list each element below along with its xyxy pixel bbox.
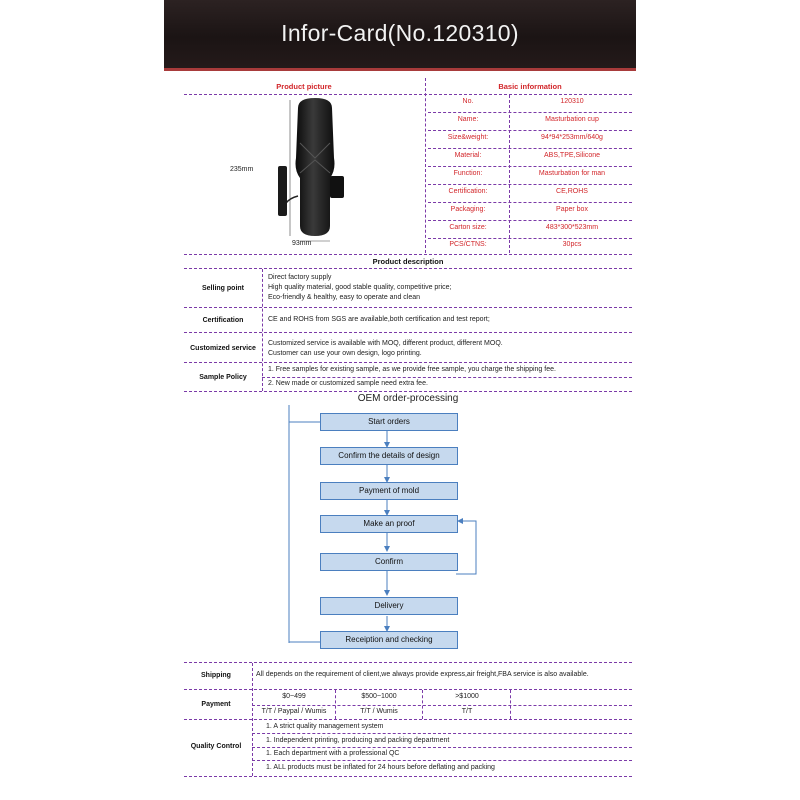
divider [428,112,632,113]
divider [252,705,632,706]
sample-policy-line: 2. New made or customized sample need extra fee. [268,380,428,387]
text-line: High quality material, good stable quality, competitive price; [268,284,452,291]
height-dimension-label: 235mm [230,166,254,173]
info-label: Name: [457,116,479,123]
quality-line: 1. Independent printing, producing and packing department [266,737,450,744]
shipping-label: Shipping [201,672,231,679]
shipping-text: All depends on the requirement of client,we always provide express,air freight,FBA service is also available. [256,671,589,678]
customized-service-text [268,339,503,359]
payment-range: $500~1000 [361,693,397,700]
divider [428,130,632,131]
divider [184,254,632,255]
divider [428,220,632,221]
quality-line: 1. A strict quality management system [266,723,384,730]
product-description-heading: Product description [372,257,444,266]
basic-information-heading: Basic information [498,82,562,91]
quality-line: 1. Each department with a professional QC [266,750,400,757]
divider [509,95,510,253]
info-label: Packaging: [450,206,486,213]
divider [184,391,632,392]
certification-text: CE and ROHS from SGS are available,both certification and test report; [268,316,490,323]
divider [252,760,632,761]
divider [335,690,336,719]
divider [262,269,263,391]
info-value: 120310 [560,98,584,105]
info-label: Material: [454,152,482,159]
flow-step-confirm-design: Confirm the details of design [320,447,458,465]
product-picture [230,98,420,253]
selling-point-text [268,273,452,303]
page-title: Infor-Card(No.120310) [281,20,519,46]
info-value: ABS,TPE,Silicone [543,152,601,159]
info-label: Carton size: [449,224,487,231]
sample-policy-label: Sample Policy [199,374,247,381]
divider [252,747,632,748]
divider [510,690,511,719]
info-label: Size&weight: [447,134,489,141]
divider [184,362,632,363]
text-line: Eco-friendly & healthy, easy to operate and clean [268,294,421,301]
certification-label: Certification [202,317,244,324]
divider [428,148,632,149]
divider [422,690,423,719]
flow-step-make-proof: Make an proof [320,515,458,533]
divider [184,94,632,95]
info-value: 483*300*523mm [545,224,599,231]
flow-step-receiption-checking: Receiption and checking [320,631,458,649]
payment-method: T/T / Wumis [360,708,398,715]
payment-range: >$1000 [455,693,479,700]
divider [184,307,632,308]
divider [252,733,632,734]
divider [184,332,632,333]
flow-step-delivery: Delivery [320,597,458,615]
flow-step-confirm: Confirm [320,553,458,571]
payment-method: T/T / Paypal / Wumis [261,708,327,715]
divider [252,663,253,776]
info-value: Paper box [556,206,588,213]
divider [428,166,632,167]
oem-title: OEM order-processing [357,393,459,404]
info-value: 30pcs [562,241,582,248]
width-dimension-label: 93mm [292,240,312,247]
payment-range: $0~499 [282,693,306,700]
quality-line: 1. ALL products must be inflated for 24 hours before deflating and packing [266,764,495,771]
info-label: Certification: [448,188,488,195]
info-value: 94*94*253mm/640g [541,134,603,141]
text-line: Customized service is available with MOQ, different product, different MOQ. [268,340,503,347]
header-banner [164,0,636,71]
text-line: Direct factory supply [268,274,332,281]
customized-service-label: Customized service [190,345,256,352]
divider [428,238,632,239]
text-line: Customer can use your own design, logo printing. [268,350,422,357]
flow-step-start-orders: Start orders [320,413,458,431]
product-image [260,98,410,248]
selling-point-label: Selling point [202,285,244,292]
info-value: CE,ROHS [556,188,588,195]
divider [428,184,632,185]
divider [262,377,632,378]
info-value: Masturbation for man [538,170,606,177]
info-value: Masturbation cup [545,116,599,123]
divider [428,202,632,203]
divider [184,268,632,269]
divider [425,78,426,253]
info-label: Function: [453,170,483,177]
quality-control-label: Quality Control [190,743,242,750]
divider [184,776,632,777]
info-label: PCS/CTNS: [449,241,487,248]
flow-step-payment-of-mold: Payment of mold [320,482,458,500]
info-label: No. [462,98,474,105]
payment-method: T/T [461,708,473,715]
payment-label: Payment [201,701,231,708]
sample-policy-line: 1. Free samples for existing sample, as we provide free sample, you charge the shipping fee. [268,366,556,373]
product-picture-heading: Product picture [276,82,332,91]
